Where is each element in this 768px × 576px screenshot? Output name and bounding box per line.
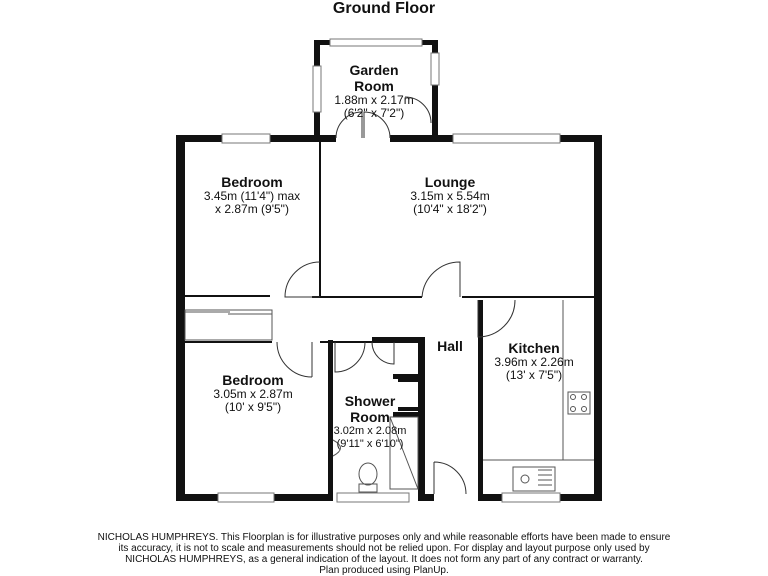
door-shower [335, 342, 365, 372]
disclaimer-line: NICHOLAS HUMPHREYS, as a general indication of the layout. It does not form any part of any contract or warranty. [125, 554, 643, 565]
door-cupboard [372, 342, 394, 364]
room-dimensions-metric: 3.02m x 2.08m [333, 425, 407, 437]
room-dimensions-metric: 3.45m (11'4") max [203, 189, 301, 203]
wall-shower-hall [418, 340, 425, 501]
room-dimensions-metric: 3.05m x 2.87m [213, 387, 293, 401]
door-lounge [422, 262, 460, 297]
interior-walls [185, 142, 594, 342]
room-dimensions-imperial: (10'4" x 18'2") [413, 202, 487, 216]
room-hall [428, 338, 472, 354]
room-dimensions-metric: 3.96m x 2.26m [494, 355, 574, 369]
room-dimensions-imperial: (10' x 9'5") [224, 400, 282, 414]
room-name: Hall [437, 338, 463, 354]
room-name: Bedroom [221, 174, 283, 190]
room-name: Lounge [424, 174, 476, 190]
window-garden-right [431, 53, 439, 85]
wall-kitchen-left [478, 300, 483, 500]
sink [513, 467, 555, 491]
room-dimensions-imperial: x 2.87m (9'5") [215, 202, 289, 216]
room-kitchen [486, 340, 582, 382]
kitchen-fittings [483, 300, 594, 491]
wall-left [176, 135, 185, 501]
room-dimensions-imperial: (6'2" x 7'2") [343, 106, 405, 120]
room-name: Garden [349, 62, 399, 78]
room-dimensions-metric: 3.15m x 5.54m [410, 189, 490, 203]
wardrobe [185, 310, 272, 340]
disclaimer-line: NICHOLAS HUMPHREYS. This Floorplan is for illustrative purposes only and while reasonable efforts have been made to ensure [97, 532, 671, 543]
room-bedroom-1 [188, 174, 316, 216]
window-kitchen-bottom [502, 493, 560, 502]
toilet [359, 463, 377, 485]
window-garden-top [330, 39, 422, 46]
wall-top-lounge [318, 135, 336, 142]
wall-shower-top [372, 337, 425, 343]
window-bedroom-top [222, 134, 270, 143]
room-dimensions-metric: 1.88m x 2.17m [334, 93, 414, 107]
window-bedroom2-bottom [218, 493, 274, 502]
room-garden-room [320, 62, 428, 120]
room-dimensions-imperial: (13' x 7'5") [505, 368, 563, 382]
room-name: Bedroom [222, 372, 284, 388]
room-lounge [380, 174, 520, 216]
room-name-line2: Room [350, 409, 390, 425]
room-bedroom-2 [198, 372, 308, 414]
room-dimensions-imperial: (9'11" x 6'10") [336, 438, 404, 450]
wall-right [594, 135, 602, 501]
plan-title: Ground Floor [332, 0, 436, 17]
disclaimer-line: Plan produced using PlanUp. [319, 565, 449, 576]
window-lounge-top [453, 134, 560, 143]
disclaimer-line: its accuracy, it is not to scale and measurements should not be relied upon. For display and layout purpose only used by [118, 543, 650, 554]
door-kitchen [478, 300, 515, 337]
window-shower-bottom [337, 493, 409, 502]
room-name-line2: Room [354, 78, 394, 94]
room-name: Shower [344, 393, 396, 409]
room-shower-room [322, 393, 418, 451]
disclaimer [90, 532, 678, 576]
door-front [434, 462, 466, 494]
door-bedroom1 [285, 262, 320, 297]
room-name: Kitchen [508, 340, 560, 356]
